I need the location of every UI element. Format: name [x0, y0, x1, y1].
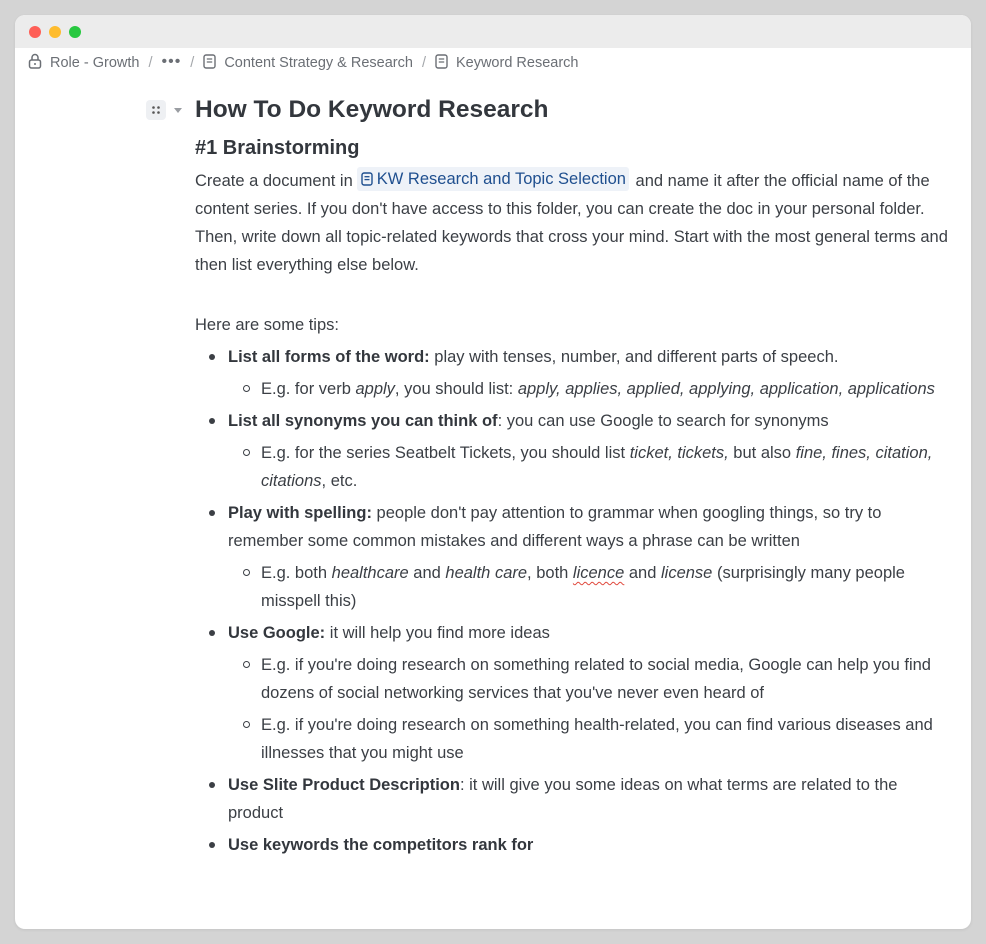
tip-title: Use Google:: [228, 624, 326, 642]
sub-list: [228, 375, 955, 403]
italic-text: apply, applies, applied, applying, application, applications: [517, 380, 935, 398]
tips-list: [195, 343, 955, 859]
list-item[interactable]: [261, 651, 955, 707]
list-item[interactable]: [228, 831, 955, 859]
list-item[interactable]: [228, 771, 955, 827]
italic-text: health care: [445, 564, 528, 582]
tip-title: Use Slite Product Description: [228, 776, 460, 794]
text: (surprisingly many people misspell this): [261, 564, 905, 610]
list-item[interactable]: [228, 619, 955, 767]
breadcrumb-separator: /: [148, 55, 153, 71]
page-title[interactable]: How To Do Keyword Research: [195, 96, 549, 123]
tip-text: people don't pay attention to grammar when googling things, so try to remember some common mistakes and different ways a phrase can be written: [228, 504, 882, 550]
text: E.g. for verb: [261, 380, 356, 398]
doc-link-kw-research[interactable]: [357, 167, 629, 191]
text: E.g. if you're doing research on something health-related, you can find various diseases and illnesses that you might use: [261, 716, 933, 762]
collapse-toggle-icon[interactable]: [174, 108, 182, 113]
text: and: [624, 564, 661, 582]
sub-list: [228, 651, 955, 767]
tip-title: Play with spelling:: [228, 504, 372, 522]
list-item[interactable]: [261, 375, 955, 403]
list-item[interactable]: [228, 343, 955, 403]
italic-text: ticket, tickets,: [629, 444, 729, 462]
misspelled-word: licence: [572, 564, 625, 582]
tip-text: it will help you find more ideas: [325, 624, 550, 642]
italic-text: apply: [355, 380, 395, 398]
tip-text: : you can use Google to search for synonyms: [497, 412, 829, 430]
breadcrumb-separator: /: [190, 55, 195, 71]
sub-list: [228, 559, 955, 615]
close-window-button[interactable]: [29, 26, 41, 38]
title-bar: [15, 15, 971, 48]
list-item[interactable]: [228, 499, 955, 615]
tips-intro[interactable]: Here are some tips:: [195, 316, 339, 334]
text: , you should list:: [394, 380, 518, 398]
drag-handle-icon: [151, 105, 161, 115]
intro-text: Create a document in: [195, 172, 353, 190]
breadcrumb-item-content-strategy[interactable]: [203, 54, 413, 73]
breadcrumb-item-keyword-research[interactable]: [435, 54, 579, 73]
text: , both: [527, 564, 573, 582]
minimize-window-button[interactable]: [49, 26, 61, 38]
tip-title: List all forms of the word:: [228, 348, 430, 366]
doc-link-label: KW Research and Topic Selection: [376, 170, 626, 188]
text: E.g. if you're doing research on something related to social media, Google can help you find dozens of social networking services that you've never even heard of: [261, 656, 931, 702]
text: E.g. both: [261, 564, 332, 582]
italic-text: license: [661, 564, 713, 582]
intro-paragraph[interactable]: [195, 167, 955, 279]
text: E.g. for the series Seatbelt Tickets, you should list: [261, 444, 630, 462]
breadcrumb-label: Content Strategy & Research: [224, 55, 413, 71]
breadcrumb-label: Keyword Research: [455, 55, 579, 71]
intro-text: and name it after the official name of the content series. If you don't have access to this folder, you can create the doc in your personal folder. Then, write down all topic-related keywords that cross your mind. Start with the most general terms and then list everything else below.: [195, 172, 948, 274]
tip-title: List all synonyms you can think of: [228, 412, 498, 430]
more-horizontal-icon: •••: [161, 53, 182, 70]
text: and: [408, 564, 446, 582]
list-item[interactable]: [261, 559, 955, 615]
section-heading[interactable]: #1 Brainstorming: [195, 137, 360, 159]
tip-title: Use keywords the competitors rank for: [228, 836, 534, 854]
breadcrumb: [28, 53, 578, 73]
tip-text: play with tenses, number, and different parts of speech.: [429, 348, 839, 366]
breadcrumb-label: Role - Growth: [50, 55, 140, 71]
document-icon: [361, 172, 373, 186]
document-icon: [435, 54, 448, 73]
sub-list: [228, 439, 955, 495]
italic-text: healthcare: [331, 564, 409, 582]
app-window: [15, 15, 971, 929]
italic-text: fine, fines, citation, citations: [261, 444, 933, 490]
breadcrumb-more-button[interactable]: [161, 54, 181, 72]
text: , etc.: [321, 472, 358, 490]
block-drag-handle[interactable]: [146, 100, 166, 120]
document-body: [195, 93, 955, 863]
list-item[interactable]: [261, 711, 955, 767]
tip-text: : it will give you some ideas on what terms are related to the product: [228, 776, 898, 822]
document-icon: [203, 54, 216, 73]
breadcrumb-separator: /: [421, 55, 426, 71]
list-item[interactable]: [261, 439, 955, 495]
lock-icon: [28, 53, 42, 73]
text: but also: [728, 444, 796, 462]
breadcrumb-item-role-growth[interactable]: [28, 53, 139, 73]
list-item[interactable]: [228, 407, 955, 495]
maximize-window-button[interactable]: [69, 26, 81, 38]
